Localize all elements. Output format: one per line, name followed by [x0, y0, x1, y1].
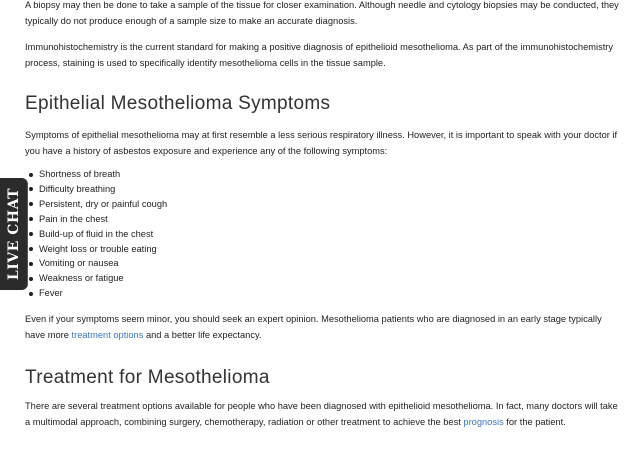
live-chat-button[interactable] [0, 178, 27, 290]
expert-opinion-paragraph [25, 311, 620, 343]
treatment-paragraph [25, 398, 620, 430]
list-item: Vomiting or nausea [39, 256, 167, 271]
treatment-text-end: for the patient. [503, 417, 566, 427]
list-item: Fever [39, 286, 167, 301]
immunohistochemistry-paragraph: Immunohistochemistry is the current standard for making a positive diagnosis of epithelioid mesothelioma. As part of the immunohistochemistry process, staining is used to specifically identify mesothelioma cells in the tissue sample. [25, 42, 614, 68]
treatment-heading: Treatment for Mesothelioma [25, 367, 270, 388]
biopsy-paragraph: A biopsy may then be done to take a sample of the tissue for closer examination. Although needle and cytology biopsies may be conducted, they typically do not produce enough of a sample size to make an accurate diagnosis. [25, 0, 619, 26]
list-item: Persistent, dry or painful cough [39, 197, 167, 212]
list-item: Weight loss or trouble eating [39, 242, 167, 257]
symptoms-list [25, 167, 167, 301]
expert-opinion-text: Even if your symptoms seem minor, you should seek an expert opinion. Mesothelioma patients who are diagnosed in an early stage typically have more [25, 314, 602, 340]
list-item: Build-up of fluid in the chest [39, 227, 167, 242]
treatment-text: There are several treatment options available for people who have been diagnosed with epithelioid mesothelioma. In fact, many doctors will take a multimodal approach, combining surgery, chemotherapy, radiation or other treatment to achieve the best [25, 401, 618, 427]
list-item: Difficulty breathing [39, 182, 167, 197]
symptoms-intro-paragraph: Symptoms of epithelial mesothelioma may at first resemble a less serious respiratory illness. However, it is important to speak with your doctor if you have a history of asbestos exposure and experience any of the following symptoms: [25, 130, 618, 156]
prognosis-link[interactable]: prognosis [463, 417, 504, 427]
expert-opinion-text-end: and a better life expectancy. [143, 330, 262, 340]
list-item: Shortness of breath [39, 167, 167, 182]
list-item: Pain in the chest [39, 212, 167, 227]
list-item: Weakness or fatigue [39, 271, 167, 286]
symptoms-heading: Epithelial Mesothelioma Symptoms [25, 93, 331, 114]
treatment-options-link[interactable]: treatment options [71, 330, 144, 340]
live-chat-label: LIVE CHAT [5, 187, 22, 281]
